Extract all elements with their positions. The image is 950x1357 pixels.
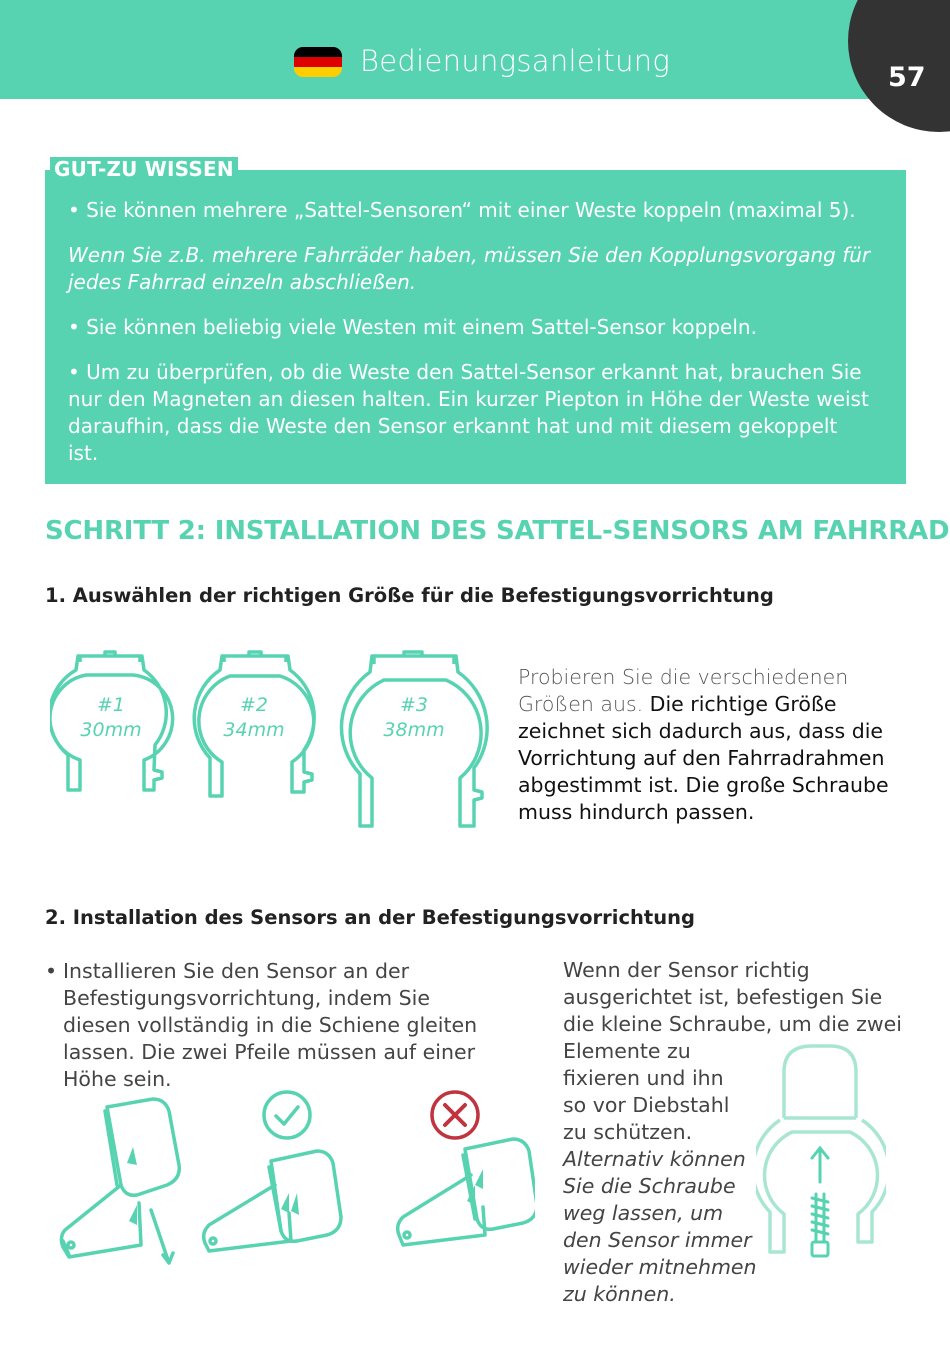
right-italic-line-4: den Sensor immer — [563, 1228, 752, 1252]
header-title: Bedienungsanleitung — [360, 44, 671, 78]
right-italic-line-3: weg lassen, um — [563, 1201, 724, 1225]
sensor-outline — [784, 1046, 856, 1118]
size-text-line-6: muss hindurch passen. — [518, 800, 755, 824]
right-text-line-1: Wenn der Sensor richtig — [563, 958, 810, 982]
install-line-3: diesen vollständig in die Schiene gleiten — [63, 1013, 478, 1037]
clamp-with-screw-illustration — [756, 1042, 886, 1267]
right-text-line-2: ausgerichtet ist, befestigen Sie — [563, 985, 883, 1009]
right-text-line-5: fixieren und ihn — [563, 1066, 724, 1090]
subsection-2-title: 2. Installation des Sensors an der Befestigungsvorrichtung — [45, 906, 695, 929]
page-number: 57 — [888, 62, 926, 93]
tip-paragraph-4-line-3: daraufhin, dass die Weste den Sensor erkannt hat und mit diesem gekoppelt — [68, 414, 838, 438]
clamp-3-number: #3 — [399, 694, 429, 716]
clamp-1-number: #1 — [96, 694, 126, 716]
up-arrow-icon — [812, 1148, 828, 1182]
bullet: • — [45, 959, 58, 983]
clamp-1-size: 30mm — [80, 719, 142, 741]
sensor-install-illustrations — [55, 1085, 535, 1270]
size-text-line-3: zeichnet sich dadurch aus, dass die — [518, 719, 884, 743]
sensor-correct-icon — [204, 1092, 341, 1251]
german-flag-icon — [294, 47, 342, 77]
tip-paragraph-3: • Sie können beliebig viele Westen mit einem Sattel-Sensor koppeln. — [68, 315, 757, 339]
install-line-4: lassen. Die zwei Pfeile müssen auf einer — [63, 1040, 476, 1064]
subsection-1-title: 1. Auswählen der richtigen Größe für die Befestigungsvorrichtung — [45, 584, 774, 607]
size-description — [518, 664, 904, 826]
tip-box-label: GUT-ZU WISSEN — [50, 157, 238, 181]
clamp-2-number: #2 — [239, 694, 269, 716]
install-instructions — [45, 958, 485, 1093]
right-text-line-7: zu schützen. — [563, 1120, 693, 1144]
right-italic-line-1: Alternativ können — [563, 1147, 746, 1171]
right-text-line-3: die kleine Schraube, um die zwei — [563, 1012, 902, 1036]
right-italic-line-2: Sie die Schraube — [563, 1174, 736, 1198]
install-line-2: Befestigungsvorrichtung, indem Sie — [63, 986, 430, 1010]
size-text-line-1: Probieren Sie die verschiedenen — [518, 665, 849, 689]
install-line-5: Höhe sein. — [63, 1067, 172, 1091]
clamp-2-size: 34mm — [223, 719, 285, 741]
cross-circle-icon — [445, 1105, 465, 1125]
tip-paragraph-1: • Sie können mehrere „Sattel-Sensoren“ mit einer Weste koppeln (maximal 5). — [68, 198, 856, 222]
size-text-line-2a: Größen aus. — [518, 692, 644, 716]
right-italic-line-6: zu können. — [563, 1282, 676, 1306]
right-italic-line-5: wieder mitnehmen — [563, 1255, 757, 1279]
right-text-line-6: so vor Diebstahl — [563, 1093, 730, 1117]
tip-paragraph-2-line-2: jedes Fahrrad einzeln abschließen. — [68, 270, 417, 294]
tip-paragraph-4-line-4: ist. — [68, 441, 99, 465]
right-text-line-4: Elemente zu — [563, 1039, 691, 1063]
tip-paragraph-2-line-1: Wenn Sie z.B. mehrere Fahrräder haben, müssen Sie den Kopplungsvorgang für — [68, 243, 871, 267]
sensor-sliding-icon — [61, 1099, 179, 1263]
size-text-line-2b: Die richtige Größe — [643, 692, 837, 716]
size-text-line-5: abgestimmt ist. Die große Schraube — [518, 773, 889, 797]
install-line-1: Installieren Sie den Sensor an der — [63, 959, 409, 983]
size-text-line-4: Vorrichtung auf den Fahrradrahmen — [518, 746, 885, 770]
size-clamps-illustration — [50, 650, 500, 840]
tip-paragraph-4-line-1: • Um zu überprüfen, ob die Weste den Sattel-Sensor erkannt hat, brauchen Sie — [68, 360, 862, 384]
sensor-wrong-icon — [398, 1139, 535, 1245]
clamp-3-size: 38mm — [383, 719, 445, 741]
tip-paragraph-4-line-2: nur den Magneten an diesen halten. Ein kurzer Piepton in Höhe der Weste weist — [68, 387, 869, 411]
section-title: SCHRITT 2: INSTALLATION DES SATTEL-SENSORS AM FAHRRAD — [45, 516, 950, 546]
